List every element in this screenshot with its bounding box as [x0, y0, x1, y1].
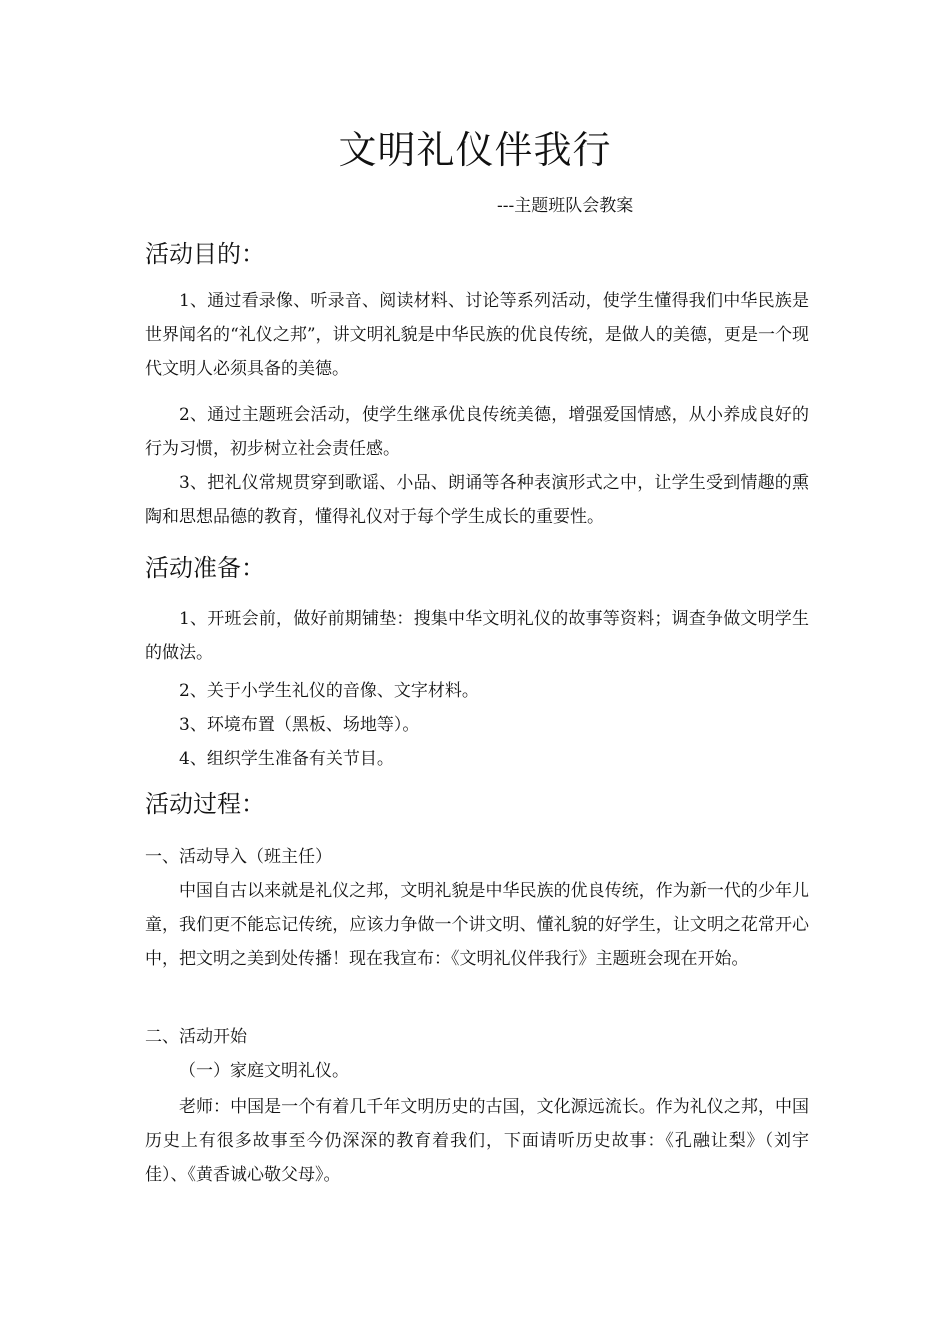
purpose-heading: 活动目的：: [145, 240, 265, 268]
document-title: 文明礼仪伴我行: [338, 128, 612, 172]
preparation-item-2: 2、关于小学生礼仪的音像、文字材料。: [179, 681, 479, 701]
document-subtitle: ---主题班队会教案: [497, 196, 634, 216]
purpose-item-1: 1、通过看录像、听录音、阅读材料、讨论等系列活动，使学生懂得我们中华民族是世界闻名的“礼仪之邦”，讲文明礼貌是中华民族的优良传统，是做人的美德，更是一个现代文明人必须具备的美德。: [145, 291, 809, 379]
purpose-item-3: 3、把礼仪常规贯穿到歌谣、小品、朗诵等各种表演形式之中，让学生受到情趣的熏陶和思想品德的教育，懂得礼仪对于每个学生成长的重要性。: [145, 473, 809, 527]
process-part2-title: 二、活动开始: [145, 1027, 247, 1047]
process-sub1-text: 老师：中国是一个有着几千年文明历史的古国，文化源远流长。作为礼仪之邦，中国历史上有很多故事至今仍深深的教育着我们，下面请听历史故事：《孔融让梨》（刘宇佳）、《黄香诚心敬父母》。: [145, 1097, 809, 1185]
preparation-heading: 活动准备：: [145, 554, 265, 582]
process-heading: 活动过程：: [145, 790, 265, 818]
preparation-item-4: 4、组织学生准备有关节目。: [179, 749, 394, 769]
preparation-item-3: 3、环境布置（黑板、场地等）。: [179, 715, 420, 735]
process-part1-title: 一、活动导入（班主任）: [145, 847, 332, 867]
process-part1-text: 中国自古以来就是礼仪之邦，文明礼貌是中华民族的优良传统，作为新一代的少年儿童，我们更不能忘记传统，应该力争做一个讲文明、懂礼貌的好学生，让文明之花常开心中，把文明之美到处传播！现在我宣布：《文明礼仪伴我行》主题班会现在开始。: [145, 881, 809, 969]
process-sub1-title: （一）家庭文明礼仪。: [179, 1061, 349, 1081]
purpose-item-2: 2、通过主题班会活动，使学生继承优良传统美德，增强爱国情感，从小养成良好的行为习惯，初步树立社会责任感。: [145, 405, 809, 459]
preparation-item-1: 1、开班会前，做好前期铺垫：搜集中华文明礼仪的故事等资料；调查争做文明学生的做法。: [145, 609, 809, 663]
